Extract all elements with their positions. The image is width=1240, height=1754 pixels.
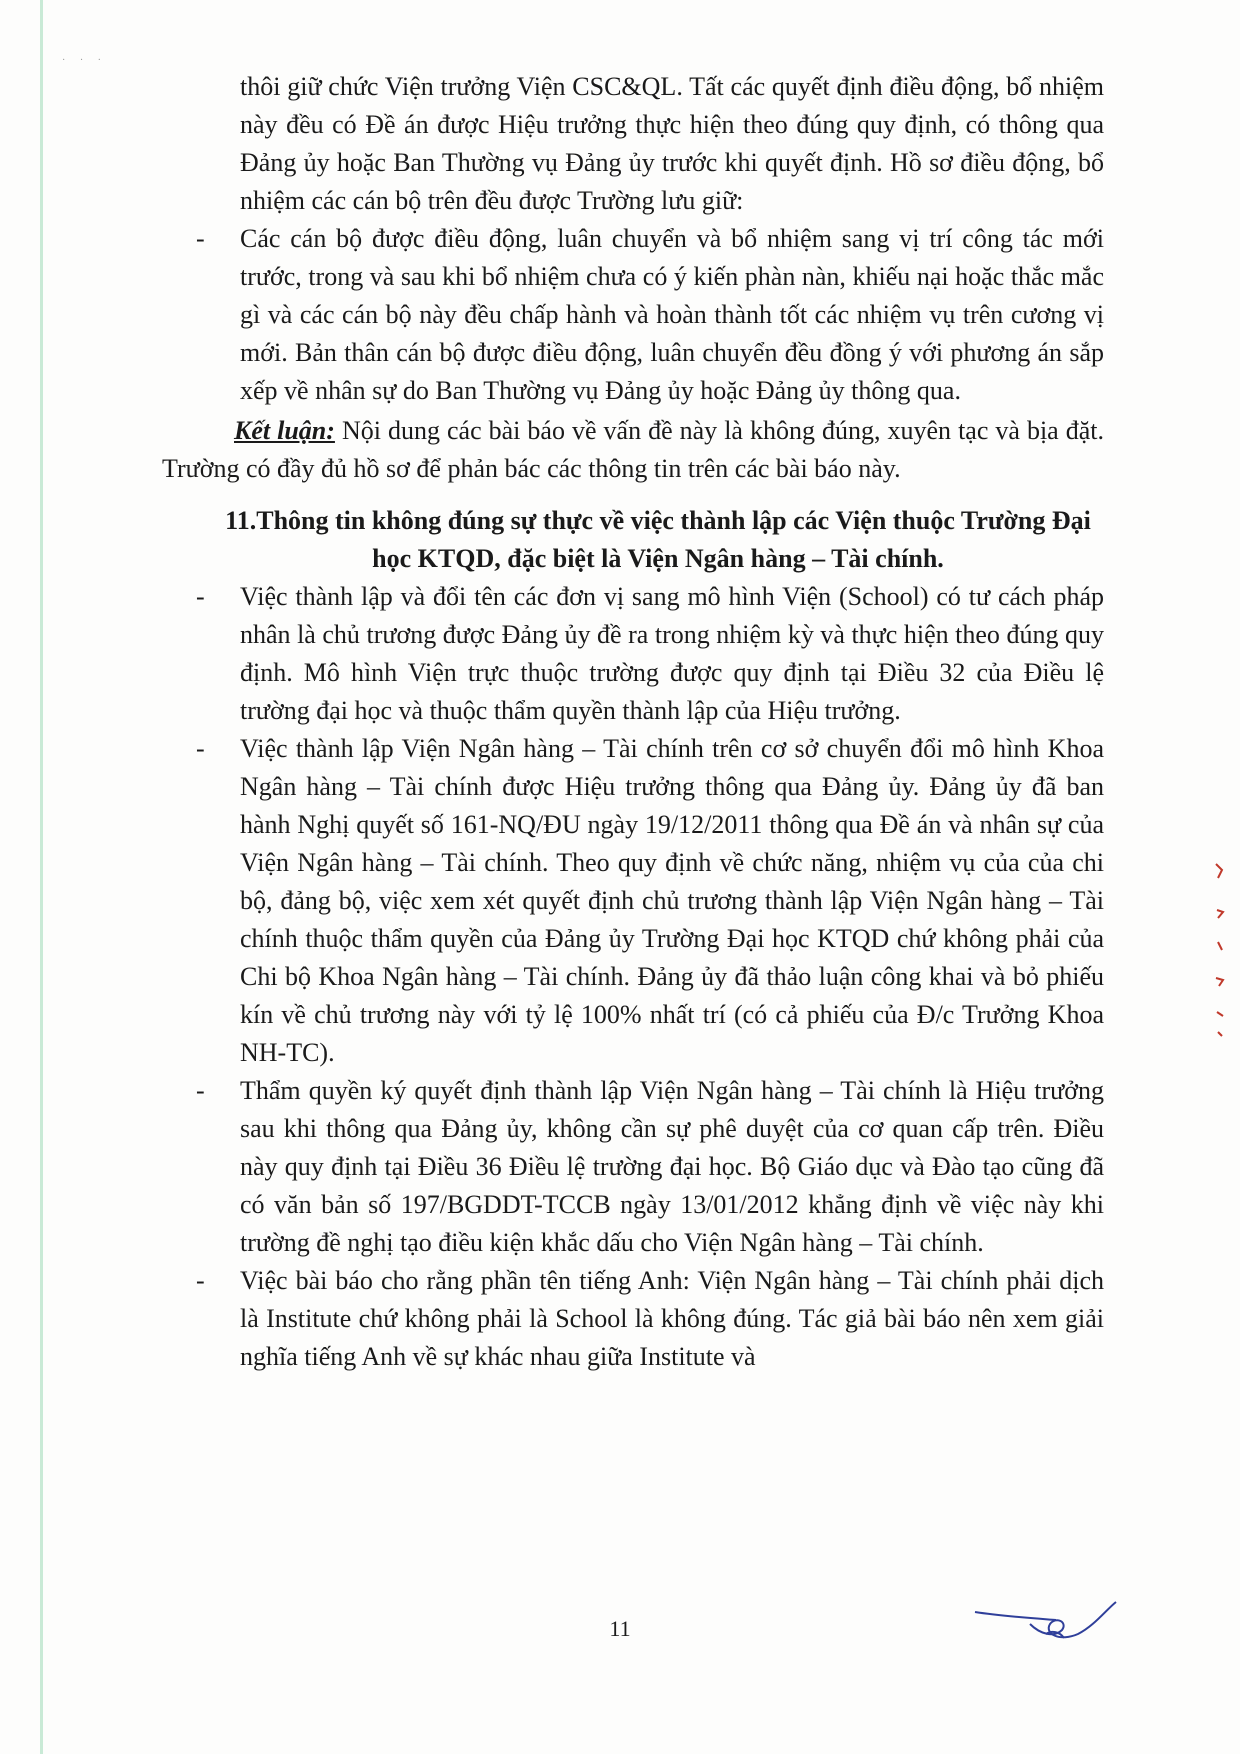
conclusion-text: Nội dung các bài báo về vấn đề này là không đúng, xuyên tạc và bịa đặt. Trường có đầy đủ hồ sơ để phản bác các thông tin trên các bài báo này.	[162, 416, 1104, 483]
margin-stamp-marks	[1212, 860, 1228, 1040]
bullet-dash: -	[196, 734, 205, 763]
bullet-dash: -	[196, 1076, 205, 1105]
bullet-text: Việc thành lập Viện Ngân hàng – Tài chính trên cơ sở chuyển đổi mô hình Khoa Ngân hàng – Tài chính được Hiệu trưởng thông qua Đảng ủy. Đảng ủy đã ban hành Nghị quyết số 161-NQ/ĐU ngày 19/12/2011 thông qua Đề án và nhân sự của Viện Ngân hàng – Tài chính. Theo quy định về chức năng, nhiệm vụ của của chi bộ, đảng bộ, việc xem xét quyết định chủ trương thành lập Viện Ngân hàng – Tài chính thuộc thẩm quyền của Đảng ủy Trường Đại học KTQD chứ không phải của Chi bộ Khoa Ngân hàng – Tài chính. Đảng ủy đã thảo luận công khai và bỏ phiếu kín về chủ trương này với tỷ lệ 100% nhất trí (có cả phiếu của Đ/c Trưởng Khoa NH-TC).	[240, 734, 1104, 1067]
bullet-dash: -	[196, 582, 205, 611]
list-item	[162, 1072, 1104, 1262]
conclusion-label: Kết luận:	[234, 416, 335, 445]
bullet-text: Các cán bộ được điều động, luân chuyển và bổ nhiệm sang vị trí công tác mới trước, trong và sau khi bổ nhiệm chưa có ý kiến phàn nàn, khiếu nại hoặc thắc mắc gì và các cán bộ này đều chấp hành và hoàn thành tốt các nhiệm vụ trên cương vị mới. Bản thân cán bộ được điều động, luân chuyển đều đồng ý với phương án sắp xếp về nhân sự do Ban Thường vụ Đảng ủy hoặc Đảng ủy thông qua.	[240, 224, 1104, 405]
bullet-dash: -	[196, 1266, 205, 1295]
list-item	[162, 578, 1104, 730]
list-item	[162, 1262, 1104, 1376]
bullet-dash: -	[196, 224, 205, 253]
page-number: 11	[609, 1616, 631, 1641]
bullet-text: Thẩm quyền ký quyết định thành lập Viện Ngân hàng – Tài chính là Hiệu trưởng sau khi thông qua Đảng ủy, không cần sự phê duyệt của cơ quan cấp trên. Điều này quy định tại Điều 36 Điều lệ trường đại học. Bộ Giáo dục và Đào tạo cũng đã có văn bản số 197/BGDDT-TCCB ngày 13/01/2012 khẳng định về việc này khi trường đề nghị tạo điều kiện khắc dấu cho Viện Ngân hàng – Tài chính.	[240, 1076, 1104, 1257]
continuation-paragraph: thôi giữ chức Viện trưởng Viện CSC&QL. Tất các quyết định điều động, bổ nhiệm này đều có Đề án được Hiệu trưởng thực hiện theo đúng quy định, có thông qua Đảng ủy hoặc Ban Thường vụ Đảng ủy trước khi quyết định. Hồ sơ điều động, bổ nhiệm các cán bộ trên đều được Trường lưu giữ:	[240, 72, 1104, 215]
binding-margin-line	[40, 0, 43, 1754]
list-item	[162, 220, 1104, 410]
initials-signature	[970, 1590, 1120, 1650]
scan-speckles: · · ·	[62, 55, 107, 66]
bullet-text: Việc bài báo cho rằng phần tên tiếng Anh: Viện Ngân hàng – Tài chính phải dịch là Institute chứ không phải là School là không đúng. Tác giả bài báo nên xem giải nghĩa tiếng Anh về sự khác nhau giữa Institute và	[240, 1266, 1104, 1371]
bullet-text: Việc thành lập và đổi tên các đơn vị sang mô hình Viện (School) có tư cách pháp nhân là chủ trương được Đảng ủy đề ra trong nhiệm kỳ và thực hiện theo đúng quy định. Mô hình Viện trực thuộc trường được quy định tại Điều 32 của Điều lệ trường đại học và thuộc thẩm quyền thành lập của Hiệu trưởng.	[240, 582, 1104, 725]
section-heading: 11.Thông tin không đúng sự thực về việc thành lập các Viện thuộc Trường Đại học KTQD, đặc biệt là Viện Ngân hàng – Tài chính.	[225, 506, 1091, 573]
document-body	[162, 68, 1104, 1376]
conclusion-paragraph	[162, 412, 1104, 488]
list-item	[162, 730, 1104, 1072]
